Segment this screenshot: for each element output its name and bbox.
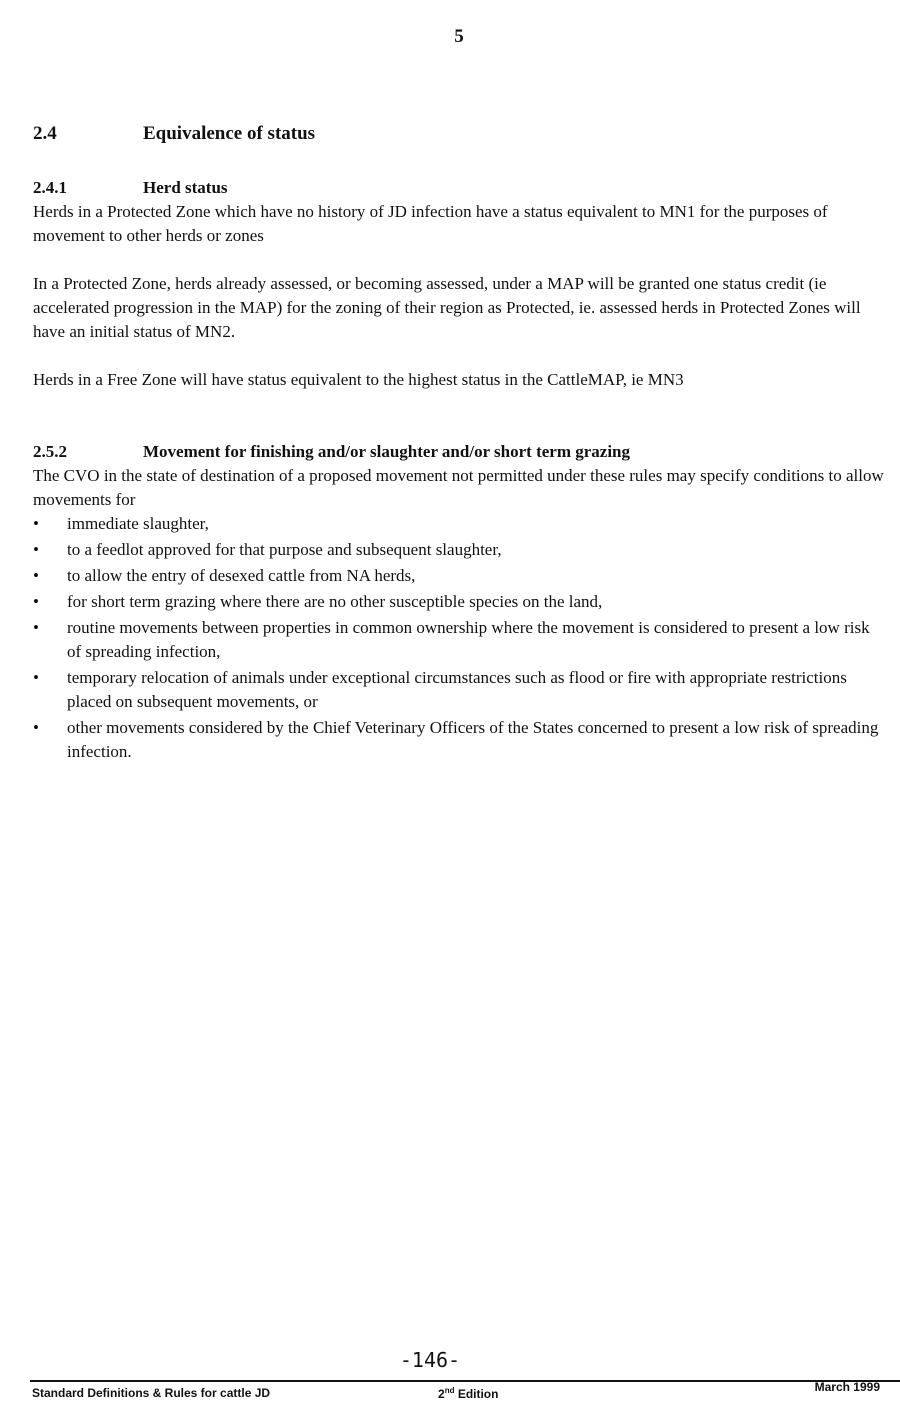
bullet-icon: • <box>33 618 39 637</box>
section-number: 2.4 <box>33 123 57 144</box>
section-title: Herd status <box>143 178 228 197</box>
movement-conditions-list <box>33 512 885 764</box>
paragraph-herd-status-3: Herds in a Free Zone will have status equivalent to the highest status in the CattleMAP, ie MN3 <box>33 370 684 389</box>
paragraph-herd-status-2: In a Protected Zone, herds already assessed, or becoming assessed, under a MAP will be granted one status credit (ie accelerated progression in the MAP) for the zoning of their region as Protected, ie. assessed herds in Protected Zones will have an initial status of MN2. <box>33 274 861 341</box>
bullet-icon: • <box>33 718 39 737</box>
footer-document-title: Standard Definitions & Rules for cattle JD <box>32 1386 271 1400</box>
paragraph-herd-status-1: Herds in a Protected Zone which have no history of JD infection have a status equivalent to MN1 for the purposes of movement to other herds or zones <box>33 202 828 245</box>
footer-edition: 2nd Edition <box>438 1386 499 1401</box>
section-number: 2.5.2 <box>33 442 67 461</box>
footer-date: March 1999 <box>814 1380 880 1394</box>
list-item: • immediate slaughter, <box>33 512 885 536</box>
section-title: Movement for finishing and/or slaughter and/or short term grazing <box>143 442 631 461</box>
list-item: • other movements considered by the Chief Veterinary Officers of the States concerned to present a low risk of spreading infection. <box>33 718 879 761</box>
list-item: • routine movements between properties in common ownership where the movement is considered to present a low risk of spreading infection, <box>33 618 870 661</box>
list-item: • for short term grazing where there are no other susceptible species on the land, <box>33 590 885 614</box>
section-number: 2.4.1 <box>33 178 67 197</box>
paragraph-movement-intro: The CVO in the state of destination of a proposed movement not permitted under these rules may specify conditions to allow movements for <box>33 466 884 509</box>
bullet-icon: • <box>33 540 39 559</box>
document-page-number: -146- <box>399 1348 461 1372</box>
bullet-icon: • <box>33 592 39 611</box>
list-item: • temporary relocation of animals under exceptional circumstances such as flood or fire with appropriate restrictions placed on subsequent movements, or <box>33 668 847 711</box>
list-item: • to allow the entry of desexed cattle from NA herds, <box>33 564 885 588</box>
document-body <box>33 122 885 766</box>
footer-divider <box>30 1380 900 1382</box>
section-2-4-heading <box>33 122 885 146</box>
section-2-5-2-heading <box>33 440 885 464</box>
section-2-4-1-heading <box>33 176 885 200</box>
bullet-icon: • <box>33 514 39 533</box>
section-title: Equivalence of status <box>143 123 316 144</box>
bullet-icon: • <box>33 566 39 585</box>
page-number: 5 <box>454 26 464 47</box>
bullet-icon: • <box>33 668 39 687</box>
list-item: • to a feedlot approved for that purpose and subsequent slaughter, <box>33 538 885 562</box>
